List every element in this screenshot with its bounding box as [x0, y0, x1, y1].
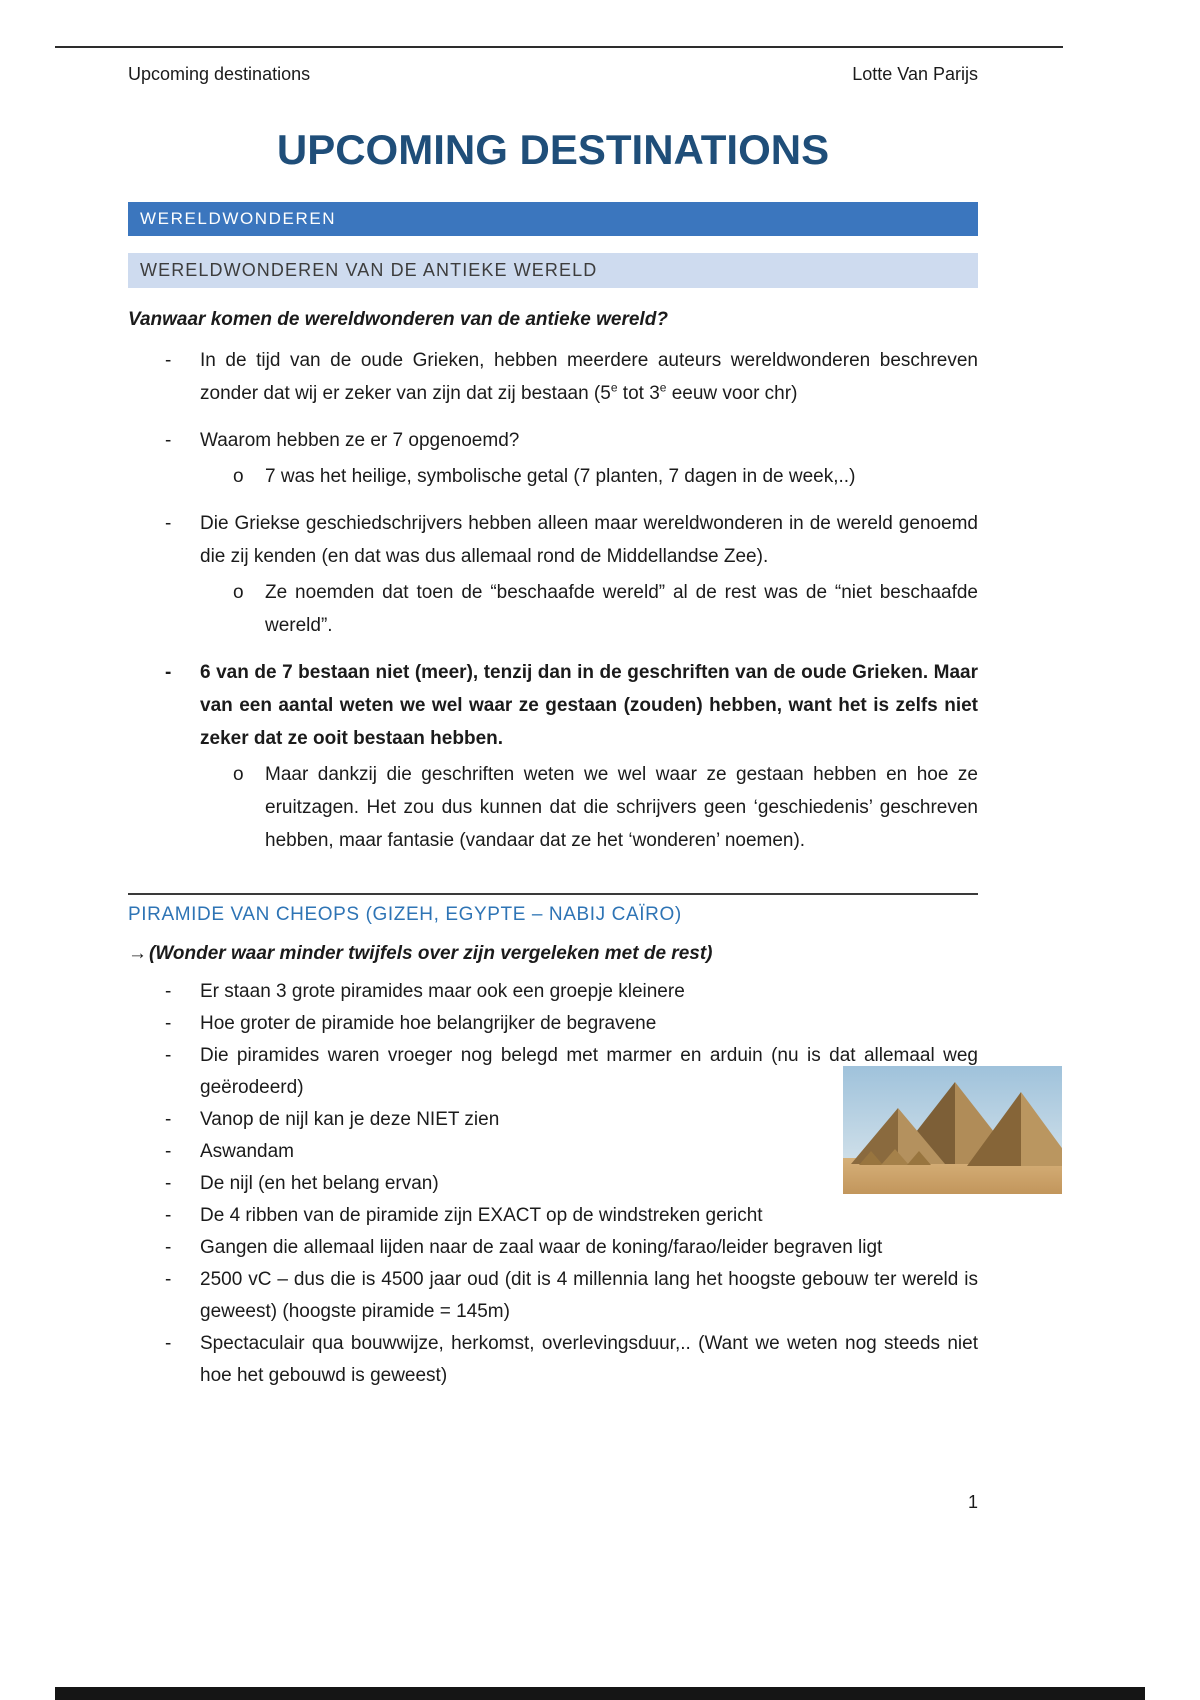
- list-item-text: Waarom hebben ze er 7 opgenoemd?: [200, 430, 520, 451]
- list-item-text: Die Griekse geschiedschrijvers hebben alleen maar wereldwonderen in de wereld genoemd die zij kenden (en dat was dus allemaal rond de Middellandse Zee).: [200, 513, 978, 567]
- question-heading: Vanwaar komen de wereldwonderen van de antieke wereld?: [128, 309, 668, 330]
- sub-list-item: [128, 460, 978, 493]
- list-item-text: 2500 vC – dus die is 4500 jaar oud (dit is 4 millennia lang het hoogste gebouw ter wereld is geweest) (hoogste piramide = 145m): [200, 1268, 978, 1322]
- list-item-text: Er staan 3 grote piramides maar ook een groepje kleinere: [200, 980, 685, 1002]
- circle-bullet: o: [233, 466, 244, 487]
- section-heading-piramide-van-cheops: PIRAMIDE VAN CHEOPS (GIZEH, EGYPTE – NABIJ CAÏRO): [128, 893, 978, 926]
- sub-list-item-text: 7 was het heilige, symbolische getal (7 planten, 7 dagen in de week,..): [265, 466, 856, 487]
- dash-bullet: -: [165, 350, 172, 371]
- text-segment: eeuw voor chr): [666, 383, 798, 404]
- list-item-text: Die piramides waren vroeger nog belegd met marmer en arduin (nu is dat allemaal weg geërodeerd): [200, 1044, 978, 1098]
- list-item: [128, 1264, 978, 1328]
- list-item: [128, 507, 978, 573]
- dash-bullet: -: [165, 1332, 172, 1354]
- superscript: e: [659, 380, 667, 395]
- text-segment: In de tijd van de oude Grieken, hebben meerdere auteurs wereldwonderen beschreven zonder dat wij er zeker van zijn dat zij bestaan (5: [200, 350, 978, 404]
- dash-bullet: -: [165, 1236, 172, 1258]
- dash-bullet: -: [165, 1204, 172, 1226]
- dash-bullet: -: [165, 1268, 172, 1290]
- list-item: [128, 1200, 978, 1232]
- dash-bullet: -: [165, 662, 172, 683]
- arrow-note-text: (Wonder waar minder twijfels over zijn vergeleken met de rest): [149, 942, 713, 964]
- header-right-text: Lotte Van Parijs: [852, 64, 978, 84]
- list-item: [128, 1328, 978, 1392]
- list-item: [128, 344, 978, 410]
- sub-list-item-text: Maar dankzij die geschriften weten we wel waar ze gestaan hebben en hoe ze eruitzagen. Het zou dus kunnen dat die schrijvers geen ‘geschiedenis’ geschreven hebben, maar fantasie (vandaar dat ze het ‘wonderen’ noemen).: [265, 764, 978, 851]
- page-bottom-bar: [55, 1687, 1145, 1700]
- dash-bullet: -: [165, 513, 172, 534]
- dash-bullet: -: [165, 1012, 172, 1034]
- dash-bullet: -: [165, 1172, 172, 1194]
- superscript: e: [610, 380, 618, 395]
- list-item-text: 6 van de 7 bestaan niet (meer), tenzij dan in de geschriften van de oude Grieken. Maar van een aantal weten we wel waar ze gestaan (zouden) hebben, want het is zelfs niet zeker dat ze ooit bestaan hebben.: [200, 662, 978, 749]
- list-item: [128, 656, 978, 755]
- list-item: [128, 1232, 978, 1264]
- sub-list-item-text: Ze noemden dat toen de “beschaafde wereld” al de rest was de “niet beschaafde wereld”.: [265, 582, 978, 636]
- section-banner-wereldwonderen: WERELDWONDEREN: [128, 202, 978, 236]
- sub-list-item: [128, 758, 978, 857]
- dash-bullet: -: [165, 980, 172, 1002]
- subsection-banner-antieke-wereld: WERELDWONDEREN VAN DE ANTIEKE WERELD: [128, 253, 978, 288]
- list-item: [128, 976, 978, 1008]
- circle-bullet: o: [233, 764, 244, 785]
- dash-bullet: -: [165, 1108, 172, 1130]
- arrow-note: [128, 942, 978, 966]
- giza-pyramids-photo: [843, 1066, 1062, 1194]
- list-item-text: Hoe groter de piramide hoe belangrijker de begravene: [200, 1012, 657, 1034]
- document-title: UPCOMING DESTINATIONS: [276, 126, 830, 173]
- list-item-text: Aswandam: [200, 1140, 294, 1162]
- sub-list-item: [128, 576, 978, 642]
- list-item: [128, 1008, 978, 1040]
- list-item-text: De 4 ribben van de piramide zijn EXACT op de windstreken gericht: [200, 1204, 763, 1226]
- list-item-text: Vanop de nijl kan je deze NIET zien: [200, 1108, 500, 1130]
- list-item-text: Spectaculair qua bouwwijze, herkomst, overlevingsduur,.. (Want we weten nog steeds niet hoe het gebouwd is geweest): [200, 1332, 978, 1386]
- arrow-icon: →: [128, 942, 147, 964]
- list-item-text: Gangen die allemaal lijden naar de zaal waar de koning/farao/leider begraven ligt: [200, 1236, 883, 1258]
- circle-bullet: o: [233, 582, 244, 603]
- dash-bullet: -: [165, 1140, 172, 1162]
- list-item-text: [200, 344, 978, 410]
- list-item: [128, 424, 978, 457]
- dash-bullet: -: [165, 430, 172, 451]
- text-segment: tot 3: [617, 383, 660, 404]
- page-number: 1: [967, 1492, 978, 1512]
- header-left-text: Upcoming destinations: [128, 64, 311, 84]
- dash-bullet: -: [165, 1044, 172, 1066]
- list-item-text: De nijl (en het belang ervan): [200, 1172, 439, 1194]
